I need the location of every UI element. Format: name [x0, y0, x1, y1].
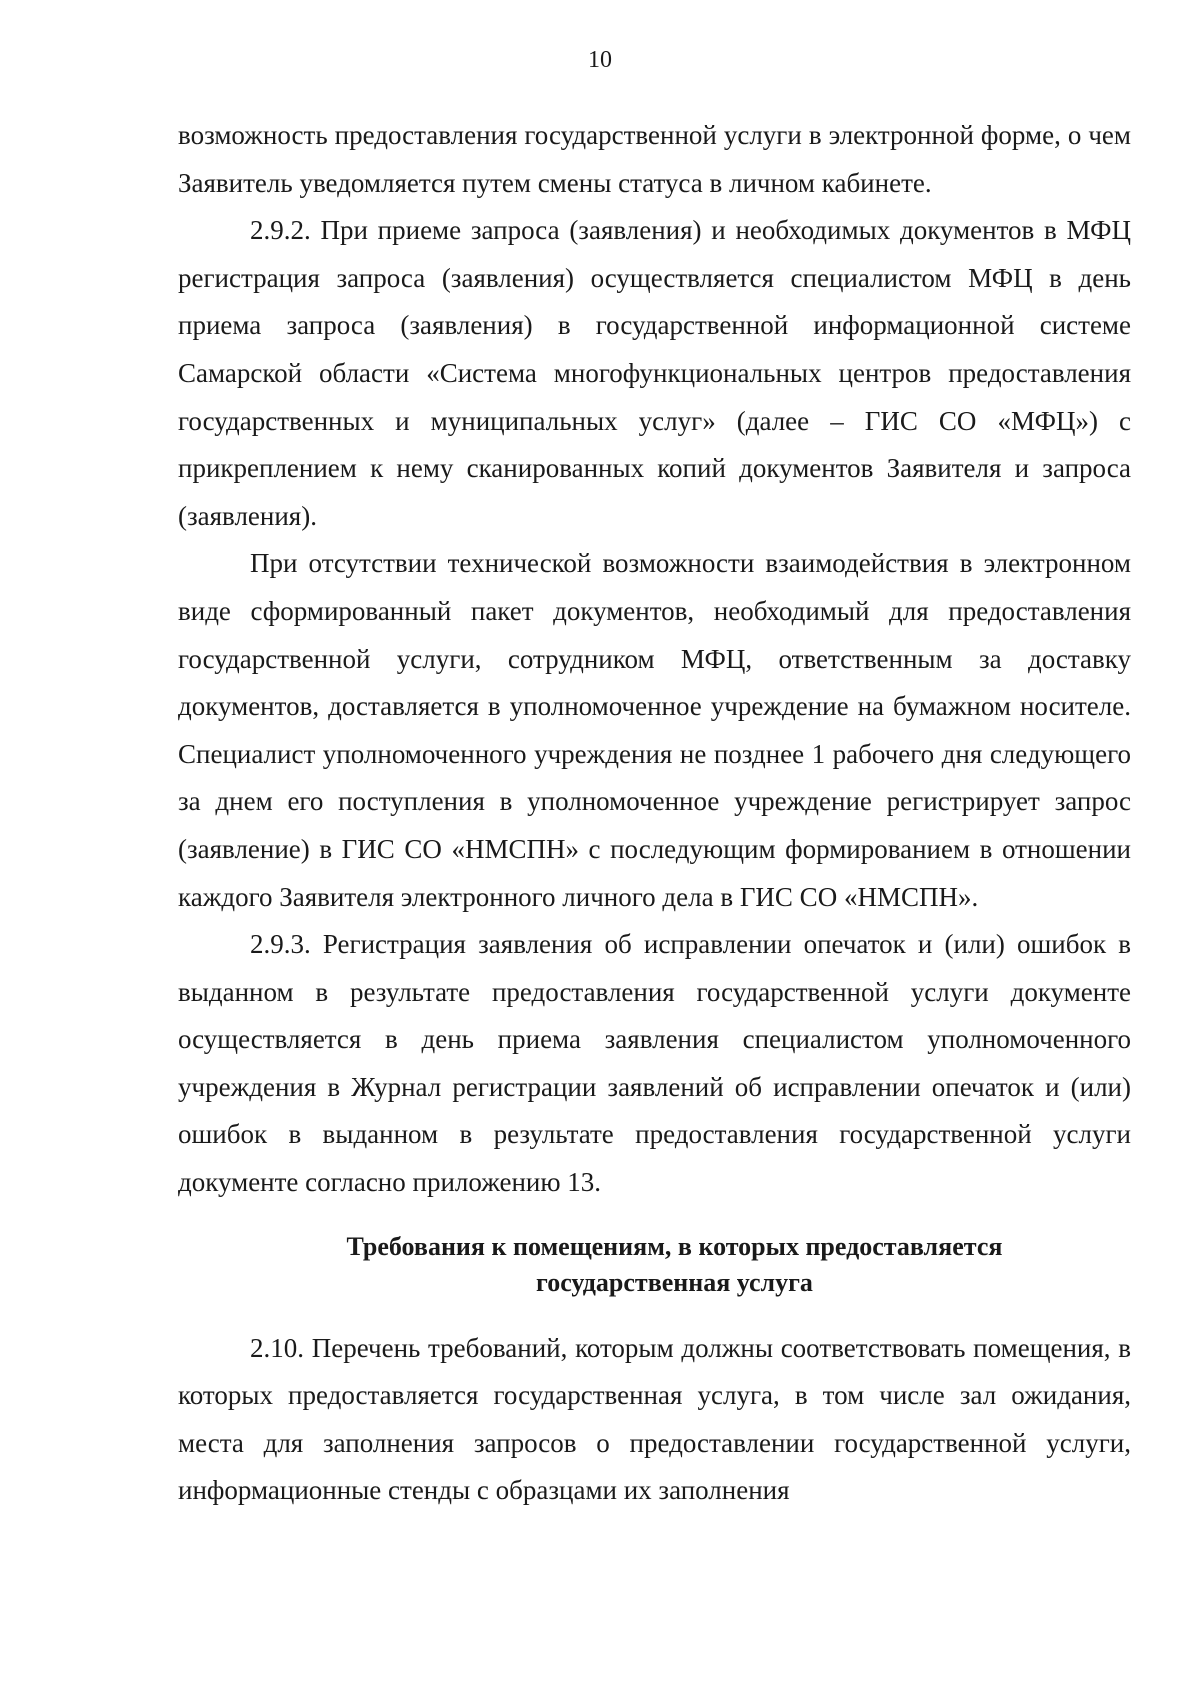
section-heading-line-1: Требования к помещениям, в которых предоставляется: [346, 1231, 1003, 1261]
section-heading-line-2: государственная услуга: [536, 1267, 813, 1297]
paragraph-2-9-3: 2.9.3. Регистрация заявления об исправлении опечаток и (или) ошибок в выданном в результате предоставления государственной услуги документе осуществляется в день приема заявления специалистом уполномоченного учреждения в Журнал регистрации заявлений об исправлении опечаток и (или) ошибок в выданном в результате предоставления государственной услуги документе согласно приложению 13.: [178, 929, 1131, 1198]
paragraph-2-9-2: 2.9.2. При приеме запроса (заявления) и необходимых документов в МФЦ регистрация запроса (заявления) осуществляется специалистом МФЦ в день приема запроса (заявления) в государственной информационной системе Самарской области «Система многофункциональных центров предоставления государственных и муниципальных услуг» (далее – ГИС СО «МФЦ») с прикреплением к нему сканированных копий документов Заявителя и запроса (заявления).: [178, 215, 1131, 531]
document-body: [178, 112, 1131, 1515]
page-number: 10: [588, 47, 612, 73]
paragraph-2-10: 2.10. Перечень требований, которым должны соответствовать помещения, в которых предоставляется государственная услуга, в том числе зал ожидания, места для заполнения запросов о предоставлении государственной услуги, информационные стенды с образцами их заполнения: [178, 1332, 1131, 1506]
paragraph-status-notification: возможность предоставления государственной услуги в электронной форме, о чем Заявитель уведомляется путем смены статуса в личном кабинете.: [178, 120, 1131, 198]
paragraph-no-technical-possibility: При отсутствии технической возможности взаимодействия в электронном виде сформированный пакет документов, необходимый для предоставления государственной услуги, сотрудником МФЦ, ответственным за доставку документов, доставляется в уполномоченное учреждение на бумажном носителе. Специалист уполномоченного учреждения не позднее 1 рабочего дня следующего за днем его поступления в уполномоченное учреждение регистрирует запрос (заявление) в ГИС СО «НМСПН» с последующим формированием в отношении каждого Заявителя электронного личного дела в ГИС СО «НМСПН».: [178, 548, 1131, 912]
section-heading: [178, 1229, 1131, 1301]
